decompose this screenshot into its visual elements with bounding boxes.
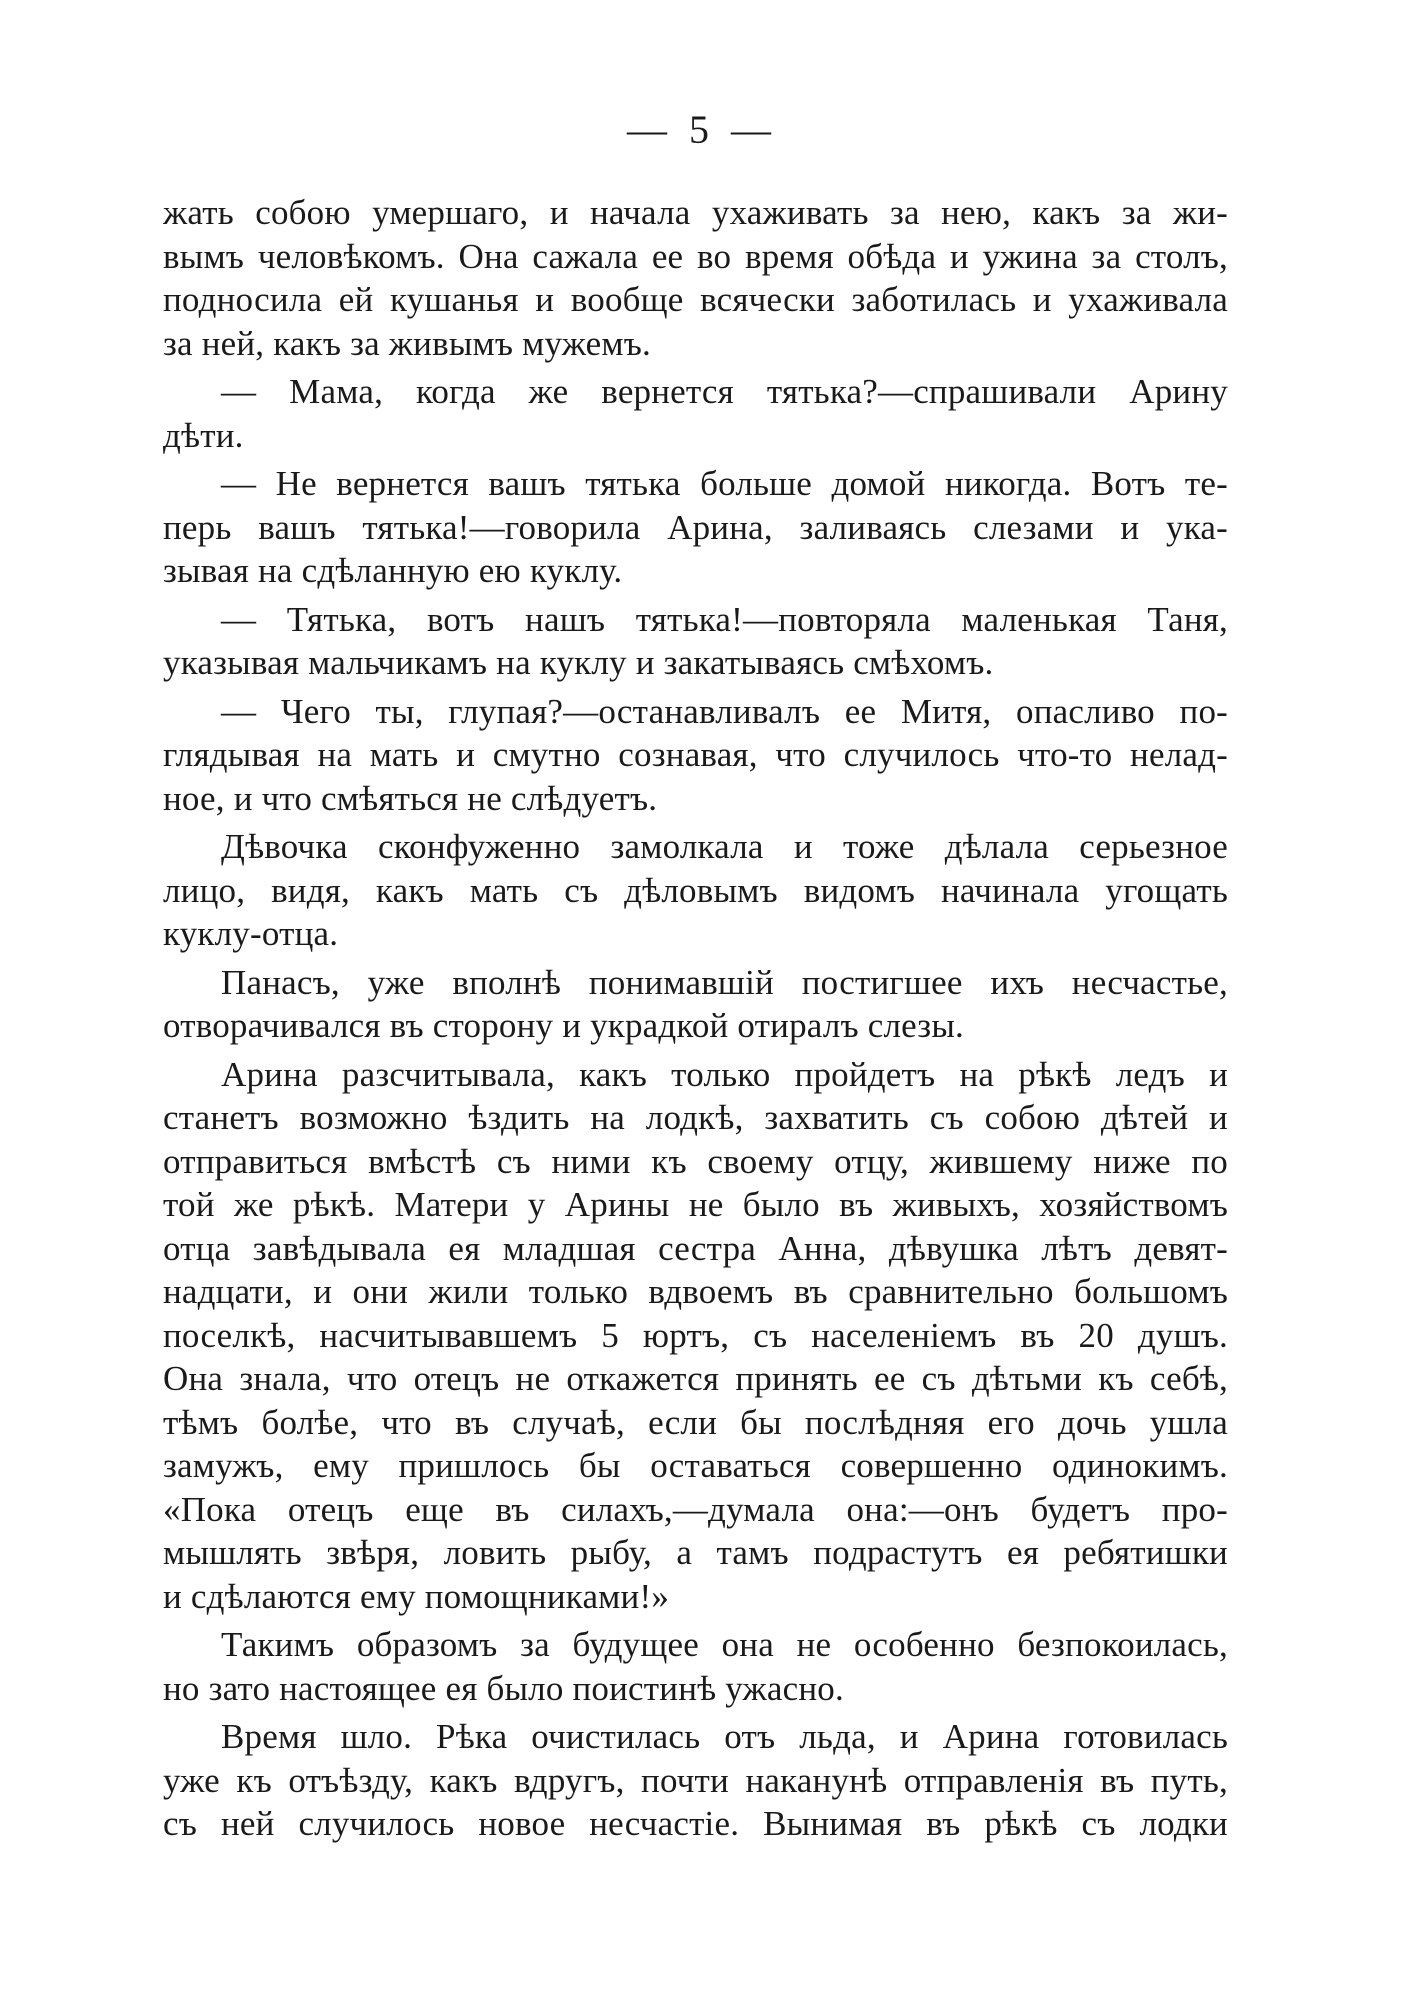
text-line: лицо, видя, какъ мать съ дѣловымъ видомъ начинала угощать bbox=[163, 870, 1228, 910]
text-line: Дѣвочка сконфуженно замолкала и тоже дѣлала серьезное bbox=[221, 827, 1228, 866]
text-line: Она знала, что отецъ не откажется принять ее съ дѣтьми къ себѣ, bbox=[163, 1359, 1228, 1398]
text-line: — Чего ты, глупая?—останавливалъ ее Митя, опасливо по- bbox=[221, 691, 1228, 731]
text-line: съ ней случилось новое несчастіе. Вынимая въ рѣкѣ съ лодки bbox=[163, 1804, 1228, 1843]
text-line: глядывая на мать и смутно сознавая, что случилось что-то нелад- bbox=[163, 735, 1228, 774]
text-line: — Мама, когда же вернется тятька?—спрашивали Арину bbox=[221, 372, 1228, 411]
text-line: мышлять звѣря, ловить рыбу, а тамъ подрастутъ ея ребятишки bbox=[163, 1533, 1228, 1572]
text-line: Такимъ образомъ за будущее она не особенно безпокоилась, bbox=[221, 1625, 1228, 1664]
text-line: уже къ отъѣзду, какъ вдругъ, почти наканунѣ отправленія въ путь, bbox=[163, 1760, 1228, 1800]
text-line: за ней, какъ за живымъ мужемъ. bbox=[163, 323, 651, 363]
text-line: перь вашъ тятька!—говорила Арина, заливаясь слезами и ука- bbox=[163, 507, 1228, 547]
text-line: жать собою умершаго, и начала ухаживать за нею, какъ за жи- bbox=[163, 193, 1228, 232]
text-line: зывая на сдѣланную ею куклу. bbox=[163, 551, 623, 590]
text-line: поселкѣ, насчитывавшемъ 5 юртъ, съ населеніемъ въ 20 душъ. bbox=[163, 1315, 1228, 1355]
text-line: «Пока отецъ еще въ силахъ,—думала она:—онъ будетъ про- bbox=[163, 1489, 1228, 1529]
text-line: и сдѣлаются ему помощниками!» bbox=[163, 1576, 670, 1616]
text-line: станетъ возможно ѣздить на лодкѣ, захватить съ собою дѣтей и bbox=[163, 1098, 1228, 1137]
text-line: тѣмъ болѣе, что въ случаѣ, если бы послѣдняя его дочь ушла bbox=[163, 1402, 1228, 1442]
text-line: отправиться вмѣстѣ съ ними къ своему отцу, жившему ниже по bbox=[163, 1141, 1228, 1181]
text-line: Панасъ, уже вполнѣ понимавшій постигшее ихъ несчастье, bbox=[221, 962, 1228, 1002]
text-line: отца завѣдывала ея младшая сестра Анна, дѣвушка лѣтъ девят- bbox=[163, 1228, 1228, 1268]
text-line: ное, и что смѣяться не слѣдуетъ. bbox=[163, 778, 658, 818]
body-text bbox=[163, 191, 1228, 1846]
text-line: той же рѣкѣ. Матери у Арины не было въ живыхъ, хозяйствомъ bbox=[163, 1185, 1228, 1224]
text-line: Арина разсчитывала, какъ только пройдетъ на рѣкѣ ледъ и bbox=[221, 1054, 1228, 1094]
text-line: куклу-отца. bbox=[163, 914, 339, 953]
text-line: но зато настоящее ея было поистинѣ ужасно. bbox=[163, 1668, 844, 1708]
text-line: — Не вернется вашъ тятька больше домой никогда. Вотъ те- bbox=[221, 464, 1228, 503]
text-line: — Тятька, вотъ нашъ тятька!—повторяла маленькая Таня, bbox=[221, 599, 1228, 639]
text-line: дѣти. bbox=[163, 415, 244, 455]
text-line: подносила ей кушанья и вообще всячески заботилась и ухаживала bbox=[163, 280, 1228, 319]
text-line: указывая мальчикамъ на куклу и закатываясь смѣхомъ. bbox=[163, 643, 994, 682]
text-line: вымъ человѣкомъ. Она сажала ее во время обѣда и ужина за столъ, bbox=[163, 236, 1228, 276]
text-line: надцати, и они жили только вдвоемъ въ сравнительно большомъ bbox=[163, 1272, 1228, 1311]
text-line: отворачивался въ сторону и украдкой отиралъ слезы. bbox=[163, 1006, 965, 1045]
page-number: — 5 — bbox=[627, 107, 777, 152]
text-line: Время шло. Рѣка очистилась отъ льда, и Арина готовилась bbox=[221, 1717, 1228, 1756]
text-line: замужъ, ему пришлось бы оставаться совершенно одинокимъ. bbox=[163, 1446, 1228, 1485]
